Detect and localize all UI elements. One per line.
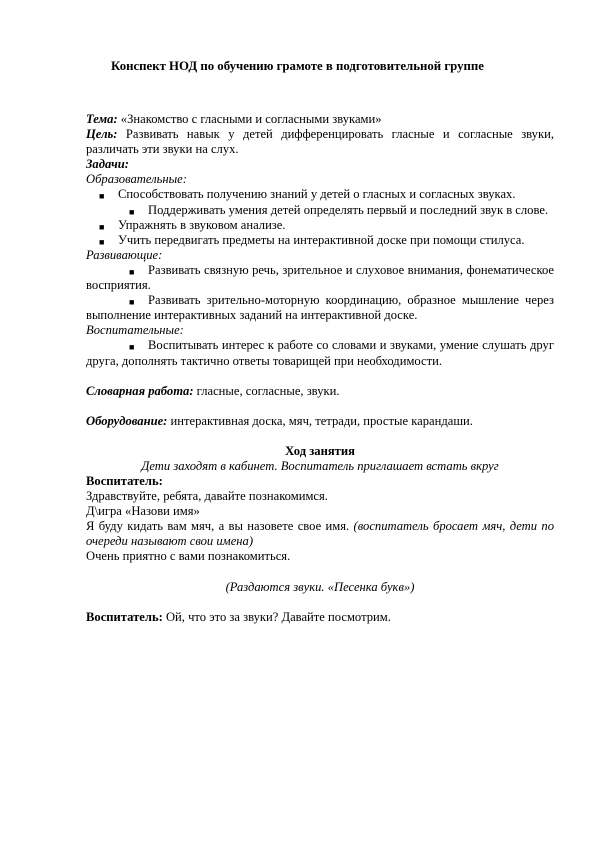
edu-item bbox=[86, 203, 554, 218]
dev-item bbox=[86, 293, 554, 323]
vocab-text: гласные, согласные, звуки. bbox=[193, 383, 340, 398]
up-item-text: Воспитывать интерес к работе со словами и звуками, умение слушать друг друга, дополнять тактично ответы товарищей при необходимости. bbox=[86, 338, 554, 368]
spacer bbox=[86, 565, 554, 580]
up-item bbox=[86, 338, 554, 368]
edu-item bbox=[86, 187, 554, 202]
equip-text: интерактивная доска, мяч, тетради, простые карандаши. bbox=[167, 413, 473, 428]
theme-line bbox=[86, 112, 554, 127]
dialogue-line: Очень приятно с вами познакомиться. bbox=[86, 549, 291, 564]
bullet-icon: ■ bbox=[99, 236, 105, 247]
dev-label: Развивающие: bbox=[86, 247, 163, 262]
bullet-icon: ■ bbox=[99, 191, 105, 202]
edu-item-text: Поддерживать умения детей определять первый и последний звук в слове. bbox=[148, 202, 549, 217]
vocab-label: Словарная работа: bbox=[86, 383, 194, 398]
dialogue-text: Ой, что это за звуки? Давайте посмотрим. bbox=[162, 609, 391, 624]
dev-item-text: Развивать зрительно-моторную координацию, образное мышление через выполнение интерактивных заданий на интерактивной доске. bbox=[86, 293, 554, 323]
teacher-label: Воспитатель: bbox=[86, 609, 163, 624]
spacer bbox=[86, 369, 554, 384]
goal-label: Цель: bbox=[86, 127, 118, 142]
bullet-icon: ■ bbox=[99, 221, 105, 232]
spacer bbox=[86, 595, 554, 610]
equip-label: Оборудование: bbox=[86, 413, 168, 428]
document-title: Конспект НОД по обучению грамоте в подготовительной группе bbox=[111, 59, 484, 73]
stage-direction: (Раздаются звуки. «Песенка букв») bbox=[225, 579, 415, 594]
dialogue-line bbox=[86, 519, 554, 549]
goal-line bbox=[86, 127, 554, 157]
bullet-icon: ■ bbox=[129, 266, 135, 277]
bullet-icon: ■ bbox=[129, 297, 135, 308]
edu-item-text: Способствовать получению знаний у детей о гласных и согласных звуках. bbox=[118, 187, 516, 202]
edu-label: Образовательные: bbox=[86, 172, 187, 187]
game-line: Д\игра «Назови имя» bbox=[86, 504, 200, 519]
vocab-line bbox=[86, 384, 554, 399]
dialogue-line bbox=[86, 610, 554, 625]
course-title: Ход занятия bbox=[285, 443, 355, 458]
goal-text: Развивать навык у детей дифференцировать гласные и согласные звуки, различать эти звуки на слух. bbox=[86, 127, 554, 157]
spacer bbox=[86, 399, 554, 414]
edu-item bbox=[86, 218, 554, 233]
spacer bbox=[86, 429, 554, 444]
edu-item-text: Упражнять в звуковом анализе. bbox=[118, 217, 286, 232]
teacher-label: Воспитатель: bbox=[86, 473, 163, 488]
theme-text: «Знакомство с гласными и согласными звуками» bbox=[117, 112, 382, 126]
course-intro: Дети заходят в кабинет. Воспитатель приглашает встать вкруг bbox=[141, 458, 499, 473]
dialogue-line: Здравствуйте, ребята, давайте познакомимся. bbox=[86, 489, 328, 504]
equip-line bbox=[86, 414, 554, 429]
dev-item bbox=[86, 263, 554, 293]
bullet-icon: ■ bbox=[129, 342, 135, 353]
up-label: Воспитательные: bbox=[86, 323, 184, 338]
dialogue-text: Я буду кидать вам мяч, а вы назовете свое имя. bbox=[86, 519, 354, 534]
dev-item-text: Развивать связную речь, зрительное и слуховое внимания, фонематическое восприятия. bbox=[86, 262, 554, 293]
edu-item-text: Учить передвигать предметы на интерактивной доске при помощи стилуса. bbox=[118, 232, 525, 247]
bullet-icon: ■ bbox=[129, 206, 135, 217]
stage-direction: (воспитатель бросает мяч, дети по очереди называют свои имена) bbox=[86, 519, 554, 549]
edu-item bbox=[86, 233, 554, 248]
theme-label: Тема: bbox=[86, 112, 118, 126]
tasks-label: Задачи: bbox=[86, 157, 129, 172]
document-body bbox=[86, 112, 554, 625]
